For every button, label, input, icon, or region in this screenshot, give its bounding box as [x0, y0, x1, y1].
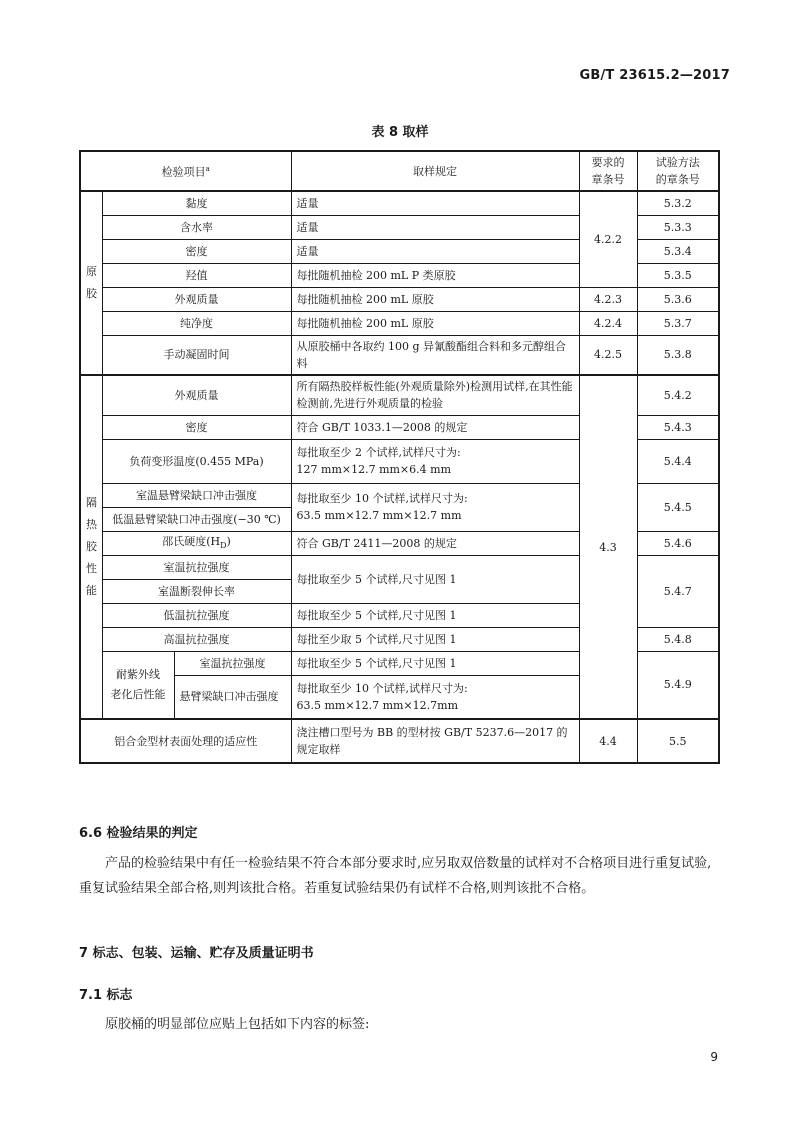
rule-cell: 每批随机抽检 200 mL 原胶 — [291, 311, 579, 335]
table-caption: 表 8 取样 — [371, 125, 429, 140]
method-cell: 5.3.4 — [637, 239, 719, 263]
section-6-6-title: 6.6 检验结果的判定 — [79, 826, 198, 841]
header-item: 检验项目$^a$ — [80, 151, 291, 191]
table-row — [80, 191, 719, 215]
sampling-table — [79, 150, 720, 764]
method-cell: 5.4.5 — [637, 483, 719, 531]
method-cell: 5.5 — [637, 719, 719, 763]
rule-cell: 适量 — [291, 239, 579, 263]
section-6-6-body: 产品的检验结果中有任一检验结果不符合本部分要求时,应另取双倍数量的试样对不合格项目进行重复试验,重复试验结果全部合格,则判该批合格。若重复试验结果仍有试样不合格,则判该批不合格。 — [79, 856, 712, 896]
table-row — [80, 719, 719, 763]
req-cell: 4.2.4 — [579, 311, 637, 335]
group-label-insulation: 隔 热 胶 性 能 — [80, 375, 102, 719]
item-cell: 邵氏硬度$(H_D)$ — [102, 531, 291, 555]
rule-cell: 每批取至少 5 个试样,尺寸见图 1 — [291, 555, 579, 603]
method-cell: 5.4.2 — [637, 375, 719, 415]
item-cell: 铝合金型材表面处理的适应性 — [80, 719, 291, 763]
standard-code: GB/T 23615.2—2017 — [579, 68, 730, 83]
table-row — [80, 311, 719, 335]
item-cell: 高温抗拉强度 — [102, 627, 291, 651]
rule-cell: 适量 — [291, 215, 579, 239]
item-cell: 纯净度 — [102, 311, 291, 335]
rule-cell: 每批取至少 5 个试样,尺寸见图 1 — [291, 651, 579, 675]
item-cell: 低温抗拉强度 — [102, 603, 291, 627]
method-cell: 5.4.8 — [637, 627, 719, 651]
rule-cell: 每批取至少 10 个试样,试样尺寸为: 63.5 mm×12.7 mm×12.7mm — [291, 675, 579, 719]
item-cell: 室温抗拉强度 — [174, 651, 291, 675]
rule-cell: 符合 GB/T 2411—2008 的规定 — [291, 531, 579, 555]
group-label-raw: 原 胶 — [80, 191, 102, 375]
item-cell: 外观质量 — [102, 375, 291, 415]
item-cell: 含水率 — [102, 215, 291, 239]
page-number: 9 — [710, 1050, 718, 1064]
rule-cell: 每批取至少 10 个试样,试样尺寸为: 63.5 mm×12.7 mm×12.7 mm — [291, 483, 579, 531]
method-cell: 5.3.8 — [637, 335, 719, 375]
rule-cell: 符合 GB/T 1033.1—2008 的规定 — [291, 415, 579, 439]
method-cell: 5.4.6 — [637, 531, 719, 555]
method-cell: 5.4.7 — [637, 555, 719, 627]
req-cell: 4.4 — [579, 719, 637, 763]
method-cell: 5.4.3 — [637, 415, 719, 439]
table-row — [80, 375, 719, 415]
method-cell: 5.4.9 — [637, 651, 719, 719]
method-cell: 5.3.6 — [637, 287, 719, 311]
header-req: 要求的 章条号 — [579, 151, 637, 191]
section-7-1-body: 原胶桶的明显部位应贴上包括如下内容的标签: — [105, 1017, 370, 1032]
rule-cell: 所有隔热胶样板性能(外观质量除外)检测用试样,在其性能检测前,先进行外观质量的检验 — [291, 375, 579, 415]
header-rule: 取样规定 — [291, 151, 579, 191]
rule-cell: 从原胶桶中各取约 100 g 异氰酸酯组合料和多元醇组合料 — [291, 335, 579, 375]
group-label-uv: 耐紫外线 老化后性能 — [102, 651, 174, 719]
req-cell: 4.2.3 — [579, 287, 637, 311]
item-cell: 室温悬臂梁缺口冲击强度 — [102, 483, 291, 507]
item-cell: 悬臂梁缺口冲击强度 — [174, 675, 291, 719]
rule-cell: 每批取至少 2 个试样,试样尺寸为: 127 mm×12.7 mm×6.4 mm — [291, 439, 579, 483]
method-cell: 5.3.5 — [637, 263, 719, 287]
method-cell: 5.3.3 — [637, 215, 719, 239]
item-cell: 低温悬臂梁缺口冲击强度(−30 ℃) — [102, 507, 291, 531]
rule-cell: 每批随机抽检 200 mL 原胶 — [291, 287, 579, 311]
header-method: 试验方法 的章条号 — [637, 151, 719, 191]
section-7-1-title: 7.1 标志 — [79, 988, 133, 1003]
method-cell: 5.4.4 — [637, 439, 719, 483]
table-row — [80, 287, 719, 311]
table-header-row — [80, 151, 719, 191]
table-row — [80, 335, 719, 375]
item-cell: 密度 — [102, 239, 291, 263]
item-cell: 室温抗拉强度 — [102, 555, 291, 579]
item-cell: 手动凝固时间 — [102, 335, 291, 375]
item-cell: 外观质量 — [102, 287, 291, 311]
rule-cell: 浇注槽口型号为 BB 的型材按 GB/T 5237.6—2017 的规定取样 — [291, 719, 579, 763]
req-cell: 4.3 — [579, 375, 637, 719]
item-cell: 黏度 — [102, 191, 291, 215]
item-cell: 密度 — [102, 415, 291, 439]
rule-cell: 每批至少取 5 个试样,尺寸见图 1 — [291, 627, 579, 651]
req-cell: 4.2.2 — [579, 191, 637, 287]
rule-cell: 每批取至少 5 个试样,尺寸见图 1 — [291, 603, 579, 627]
method-cell: 5.3.2 — [637, 191, 719, 215]
rule-cell: 适量 — [291, 191, 579, 215]
req-cell: 4.2.5 — [579, 335, 637, 375]
item-cell: 室温断裂伸长率 — [102, 579, 291, 603]
item-cell: 负荷变形温度(0.455 MPa) — [102, 439, 291, 483]
method-cell: 5.3.7 — [637, 311, 719, 335]
rule-cell: 每批随机抽检 200 mL P 类原胶 — [291, 263, 579, 287]
section-7-title: 7 标志、包装、运输、贮存及质量证明书 — [79, 946, 314, 961]
item-cell: 羟值 — [102, 263, 291, 287]
